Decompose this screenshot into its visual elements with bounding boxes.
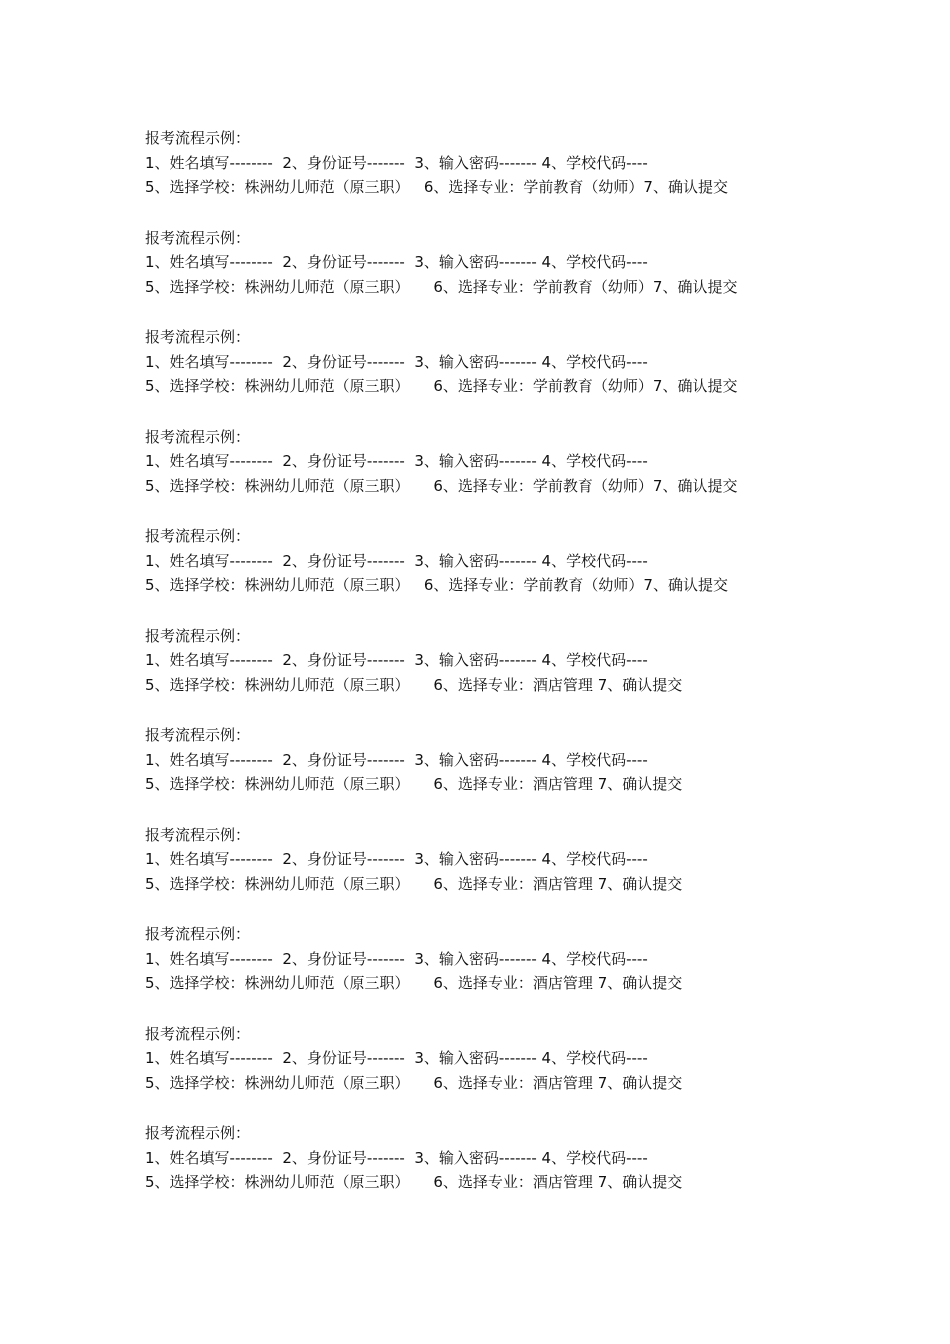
school-major-line: 5、选择学校：株洲幼儿师范（原三职） 6、选择专业：酒店管理 7、确认提交 (145, 1073, 683, 1092)
registration-example-block (145, 226, 845, 326)
school-major-line: 5、选择学校：株洲幼儿师范（原三职） 6、选择专业：学前教育（幼师）7、确认提交 (145, 576, 728, 594)
registration-example-block (145, 624, 845, 724)
registration-example-block (145, 823, 845, 923)
school-major-line: 5、选择学校：株洲幼儿师范（原三职） 6、选择专业：酒店管理 7、确认提交 (145, 775, 683, 793)
example-heading: 报考流程示例： (145, 129, 251, 147)
school-major-line: 5、选择学校：株洲幼儿师范（原三职） 6、选择专业：学前教育（幼师）7、确认提交 (145, 178, 728, 196)
registration-example-block (145, 723, 845, 823)
registration-example-block (145, 1022, 845, 1122)
school-major-line: 5、选择学校：株洲幼儿师范（原三职） 6、选择专业：学前教育（幼师）7、确认提交 (145, 476, 738, 495)
steps-line: 1、姓名填写-------- 2、身份证号------- 3、输入密码------- 4、学校代码---- (145, 850, 648, 868)
steps-line: 1、姓名填写-------- 2、身份证号------- 3、输入密码------- 4、学校代码---- (145, 452, 648, 470)
steps-line: 1、姓名填写-------- 2、身份证号------- 3、输入密码------- 4、学校代码---- (145, 153, 648, 172)
steps-line: 1、姓名填写-------- 2、身份证号------- 3、输入密码------- 4、学校代码---- (145, 253, 648, 271)
school-major-line: 5、选择学校：株洲幼儿师范（原三职） 6、选择专业：酒店管理 7、确认提交 (145, 675, 683, 694)
example-heading: 报考流程示例： (145, 925, 251, 943)
example-heading: 报考流程示例： (145, 328, 251, 346)
registration-example-block (145, 126, 845, 226)
registration-example-block (145, 425, 845, 525)
steps-line: 1、姓名填写-------- 2、身份证号------- 3、输入密码------- 4、学校代码---- (145, 1049, 648, 1067)
example-heading: 报考流程示例： (145, 228, 251, 247)
registration-example-block (145, 1121, 845, 1221)
steps-line: 1、姓名填写-------- 2、身份证号------- 3、输入密码------- 4、学校代码---- (145, 949, 648, 968)
example-heading: 报考流程示例： (145, 825, 251, 844)
example-heading: 报考流程示例： (145, 626, 251, 645)
registration-example-block (145, 325, 845, 425)
steps-line: 1、姓名填写-------- 2、身份证号------- 3、输入密码------- 4、学校代码---- (145, 551, 648, 570)
school-major-line: 5、选择学校：株洲幼儿师范（原三职） 6、选择专业：酒店管理 7、确认提交 (145, 874, 683, 893)
steps-line: 1、姓名填写-------- 2、身份证号------- 3、输入密码------- 4、学校代码---- (145, 352, 648, 371)
example-heading: 报考流程示例： (145, 726, 251, 744)
school-major-line: 5、选择学校：株洲幼儿师范（原三职） 6、选择专业：学前教育（幼师）7、确认提交 (145, 377, 738, 395)
example-heading: 报考流程示例： (145, 1024, 251, 1043)
steps-line: 1、姓名填写-------- 2、身份证号------- 3、输入密码------- 4、学校代码---- (145, 750, 648, 769)
school-major-line: 5、选择学校：株洲幼儿师范（原三职） 6、选择专业：酒店管理 7、确认提交 (145, 1173, 683, 1191)
steps-line: 1、姓名填写-------- 2、身份证号------- 3、输入密码------- 4、学校代码---- (145, 651, 648, 669)
school-major-line: 5、选择学校：株洲幼儿师范（原三职） 6、选择专业：酒店管理 7、确认提交 (145, 974, 683, 992)
example-heading: 报考流程示例： (145, 427, 251, 446)
steps-line: 1、姓名填写-------- 2、身份证号------- 3、输入密码------- 4、学校代码---- (145, 1148, 648, 1167)
registration-example-block (145, 524, 845, 624)
example-heading: 报考流程示例： (145, 1124, 251, 1142)
document-content (145, 126, 845, 1221)
example-heading: 报考流程示例： (145, 527, 251, 545)
registration-example-block (145, 922, 845, 1022)
school-major-line: 5、选择学校：株洲幼儿师范（原三职） 6、选择专业：学前教育（幼师）7、确认提交 (145, 277, 738, 296)
